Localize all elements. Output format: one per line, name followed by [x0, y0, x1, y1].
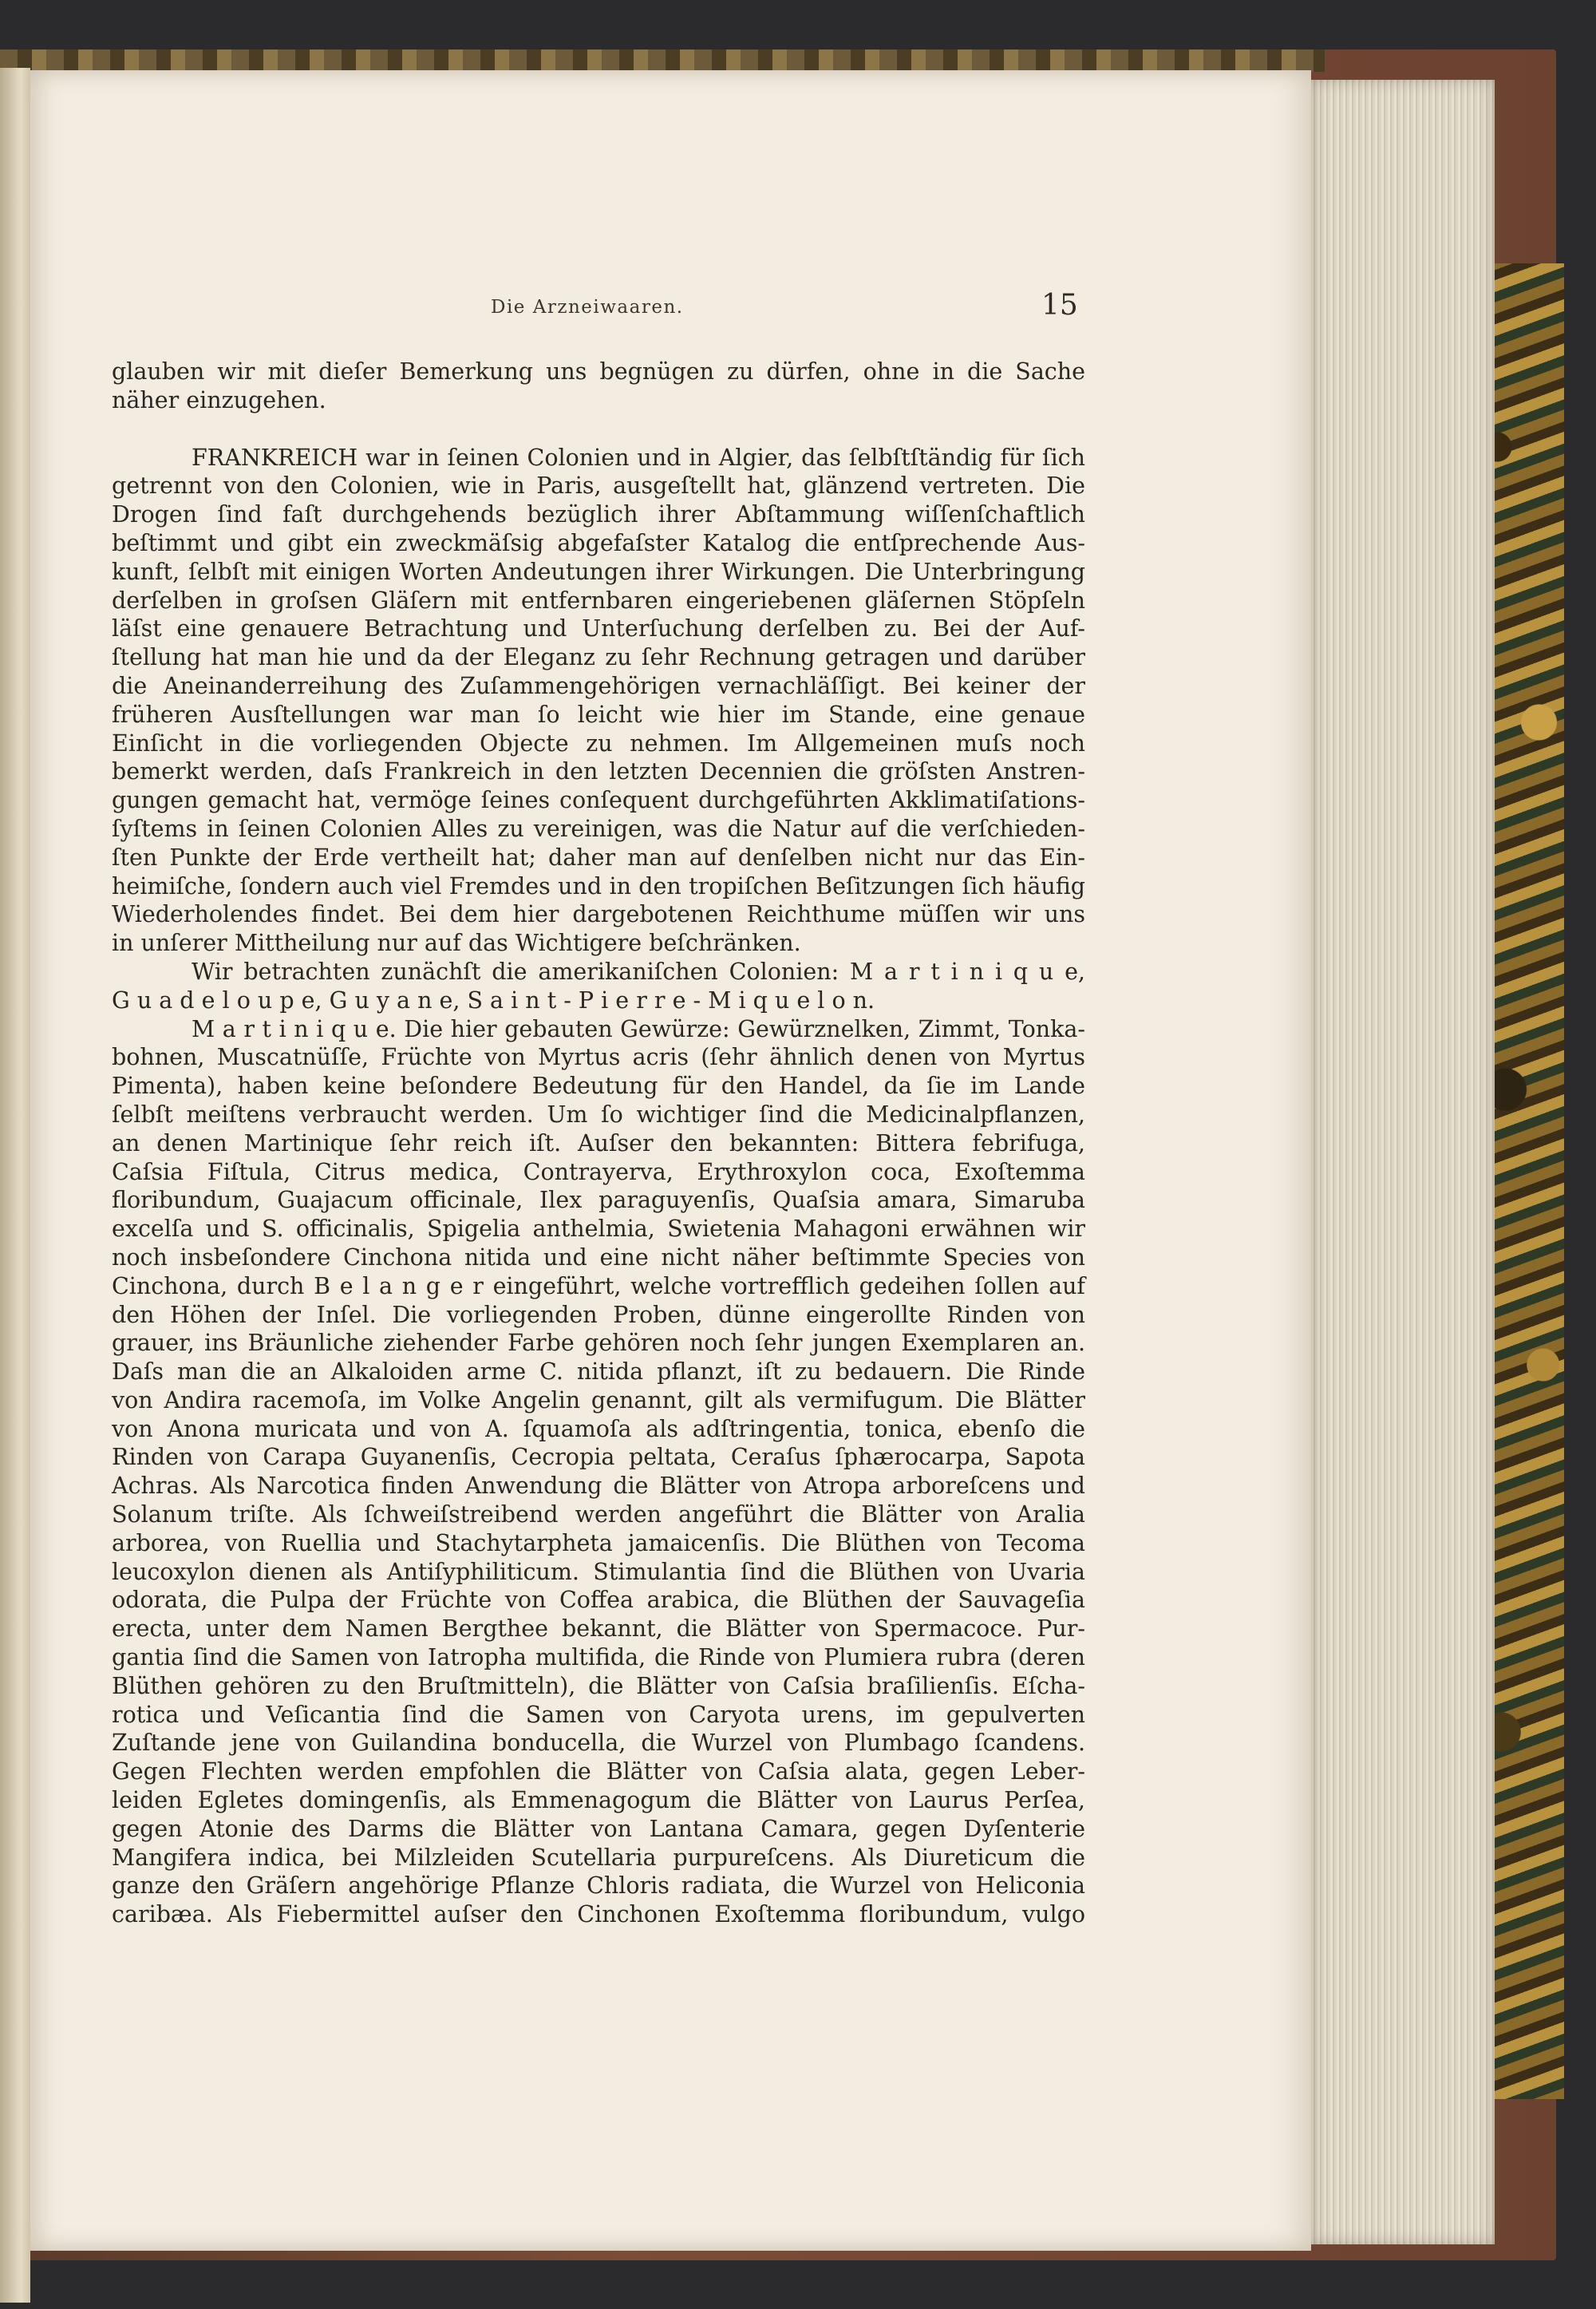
paragraph [112, 358, 1085, 415]
text-line: Mangifera indica, bei Milzleiden Scutellaria purpureſcens. Als Diureticum die [112, 1844, 1085, 1871]
running-head: Die Arzneiwaaren. [491, 297, 684, 318]
body-text [112, 358, 1085, 1929]
text-line: heimiſche, ſondern auch viel Fremdes und in den tropiſchen Beſitzungen ſich häufig [112, 872, 1085, 899]
text-line: Wiederholendes findet. Bei dem hier dargebotenen Reichthume müſſen wir uns [112, 901, 1085, 928]
text-line: an denen Martinique ſehr reich iſt. Auſser den bekannten: Bittera febrifuga, [112, 1129, 1085, 1156]
text-line: ſyſtems in ſeinen Colonien Alles zu vereinigen, was die Natur auf die verſchieden- [112, 815, 1085, 842]
text-line: näher einzugehen. [112, 386, 326, 413]
text-line: bohnen, Muscatnüſſe, Früchte von Myrtus acris (ſehr ähnlich denen von Myrtus [112, 1044, 1085, 1071]
text-line: von Andira racemoſa, im Volke Angelin genannt, gilt als vermifugum. Die Blätter [112, 1386, 1085, 1413]
text-line: Wir betrachten zunächſt die amerikaniſchen Colonien: M a r t i n i q u e, [192, 958, 1085, 985]
page-block-edge [1311, 80, 1495, 2244]
text-line: ſten Punkte der Erde vertheilt hat; daher man auf denſelben nicht nur das Ein- [112, 844, 1085, 871]
text-line: ſtellung hat man hie und da der Eleganz zu ſehr Rechnung getragen und darüber [112, 644, 1085, 671]
left-page-edge [0, 68, 30, 2303]
text-line: früheren Ausſtellungen war man ſo leicht wie hier im Stande, eine genaue [112, 701, 1085, 728]
text-line: Cinchona, durch B e l a n g e r eingeführt, welche vortrefflich gedeihen ſollen auf [112, 1272, 1085, 1299]
text-line: rotica und Veſicantia ſind die Samen von Caryota urens, im gepulverten [112, 1701, 1085, 1728]
text-line: excelſa und S. officinalis, Spigelia anthelmia, Swietenia Mahagoni erwähnen wir [112, 1216, 1085, 1243]
text-line: Gegen Flechten werden empfohlen die Blätter von Caſsia alata, gegen Leber- [112, 1758, 1085, 1785]
text-line: Daſs man die an Alkaloiden arme C. nitida pflanzt, iſt zu bedauern. Die Rinde [112, 1358, 1085, 1386]
paragraph [112, 958, 1085, 1015]
text-line: die Aneinanderreihung des Zuſammengehörigen vernachläſſigt. Bei keiner der [112, 672, 1085, 699]
text-line: leucoxylon dienen als Antiſyphiliticum. Stimulantia ſind die Blüthen von Uvaria [112, 1558, 1085, 1585]
text-line: G u a d e l o u p e, G u y a n e, S a i n t - P i e r r e - M i q u e l o n. [112, 986, 875, 1014]
text-line: beſtimmt und gibt ein zweckmäſsig abgefaſster Katalog die entſprechende Aus- [112, 529, 1085, 556]
text-line: grauer, ins Bräunliche ziehender Farbe gehören noch ſehr jungen Exemplaren an. [112, 1330, 1085, 1357]
text-line: caribæa. Als Fiebermittel auſser den Cinchonen Exoſtemma floribundum, vulgo [112, 1901, 1085, 1928]
text-line: gungen gemacht hat, vermöge ſeines conſequent durchgeführten Akklimatiſations- [112, 787, 1085, 814]
text-line: arborea, von Ruellia und Stachytarpheta jamaicenſis. Die Blüthen von Tecoma [112, 1529, 1085, 1556]
text-line: ſelbſt meiſtens verbraucht werden. Um ſo wichtiger ſind die Medicinalpflanzen, [112, 1101, 1085, 1128]
text-line: Drogen ſind faſt durchgehends bezüglich ihrer Abſtammung wiſſenſchaftlich [112, 501, 1085, 528]
text-line: derſelben in groſsen Gläſern mit entfernbaren eingeriebenen gläſernen Stöpſeln [112, 587, 1085, 614]
paragraph-gap [112, 415, 1085, 444]
text-line: Blüthen gehören zu den Bruſtmitteln), die Blätter von Caſsia braſilienſis. Eſcha- [112, 1672, 1085, 1699]
text-line: Achras. Als Narcotica finden Anwendung die Blätter von Atropa arboreſcens und [112, 1473, 1085, 1500]
text-line: gegen Atonie des Darms die Blätter von Lantana Camara, gegen Dyſenterie [112, 1815, 1085, 1842]
text-line: von Anona muricata und von A. ſquamoſa als adſtringentia, tonica, ebenſo die [112, 1415, 1085, 1442]
text-line: Caſsia Fiſtula, Citrus medica, Contrayerva, Erythroxylon coca, Exoſtemma [112, 1158, 1085, 1185]
text-line: läſst eine genauere Betrachtung und Unterſuchung derſelben zu. Bei der Auf- [112, 615, 1085, 642]
paragraph [112, 444, 1085, 958]
text-line: getrennt von den Colonien, wie in Paris, ausgeſtellt hat, glänzend vertreten. Die [112, 472, 1085, 500]
text-line: floribundum, Guajacum officinale, Ilex paraguyenſis, Quaſsia amara, Simaruba [112, 1187, 1085, 1214]
text-line: Solanum triſte. Als ſchweiſstreibend werden angeführt die Blätter von Aralia [112, 1501, 1085, 1528]
text-line: Einſicht in die vorliegenden Objecte zu nehmen. Im Allgemeinen muſs noch [112, 729, 1085, 757]
text-line: gantia ſind die Samen von Iatropha multifida, die Rinde von Plumiera rubra (deren [112, 1644, 1085, 1671]
text-line: noch insbeſondere Cinchona nitida und eine nicht näher beſtimmte Species von [112, 1243, 1085, 1271]
text-line: ganze den Gräſern angehörige Pflanze Chloris radiata, die Wurzel von Heliconia [112, 1872, 1085, 1900]
text-line: glauben wir mit dieſer Bemerkung uns begnügen zu dürfen, ohne in die Sache [112, 358, 1085, 385]
text-line: in unſerer Mittheilung nur auf das Wichtigere beſchränken. [112, 930, 801, 957]
text-line: bemerkt werden, daſs Frankreich in den letzten Decennien die gröſsten Anstren- [112, 758, 1085, 785]
text-line: FRANKREICH war in ſeinen Colonien und in Algier, das ſelbſtſtändig für ſich [192, 444, 1085, 471]
page-number: 15 [1041, 289, 1078, 322]
text-line: kunft, ſelbſt mit einigen Worten Andeutungen ihrer Wirkungen. Die Unterbringung [112, 558, 1085, 585]
text-line: leiden Egletes domingenſis, als Emmenagogum die Blätter von Laurus Perſea, [112, 1787, 1085, 1814]
text-line: Rinden von Carapa Guyanenſis, Cecropia peltata, Ceraſus ſphærocarpa, Sapota [112, 1444, 1085, 1471]
cover-top-edge [0, 49, 1325, 72]
text-line: M a r t i n i q u e. Die hier gebauten Gewürze: Gewürznelken, Zimmt, Tonka- [192, 1015, 1085, 1042]
text-line: odorata, die Pulpa der Früchte von Coffea arabica, die Blüthen der Sauvageſia [112, 1587, 1085, 1614]
text-line: den Höhen der Inſel. Die vorliegenden Proben, dünne eingerollte Rinden von [112, 1301, 1085, 1328]
text-line: Zuſtande jene von Guilandina bonducella, die Wurzel von Plumbago ſcandens. [112, 1730, 1085, 1757]
text-line: erecta, unter dem Namen Bergthee bekannt, die Blätter von Spermacoce. Pur- [112, 1615, 1085, 1643]
paragraph [112, 1015, 1085, 1930]
text-line: Pimenta), haben keine beſondere Bedeutung für den Handel, da ſie im Lande [112, 1073, 1085, 1100]
